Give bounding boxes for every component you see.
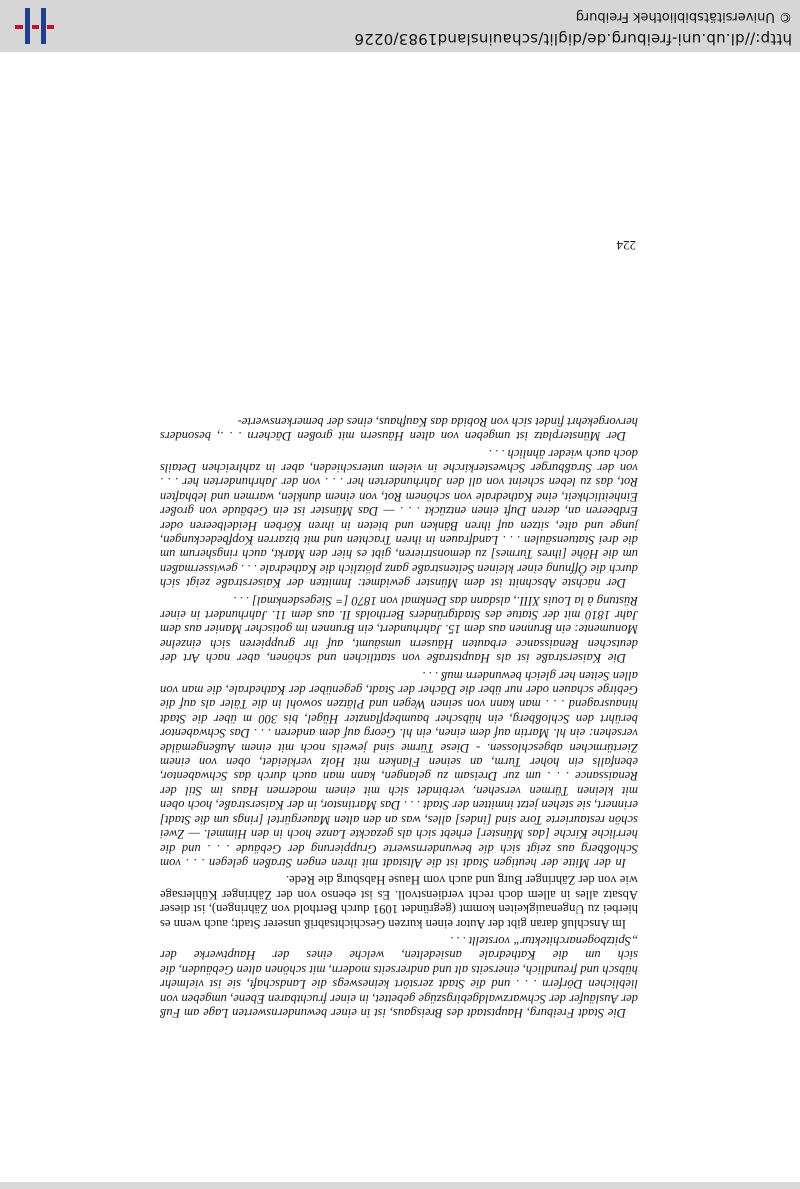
paragraph-6: Der Münsterplatz ist umgeben von alten Häusern mit großen Dächern . . ., besonders hervorgekehrt findet sich von Robida das Kaufhaus, eines der bemerkenswerte- <box>160 414 638 444</box>
paragraph-3: In der Mitte der heutigen Stadt ist die Altstadt mit ihren engen Straßen gelegen . . . vom Schloßberg aus zeigt sich die bewundernswerte Gruppierung der Gebäude . . . und die herrliche Kirche [das Münster] erhebt sich als gezackte Lanze hoch in den Himmel. — Zwei schön restaurierte Tore sind [indes] alles, was an den alten Mauergürtel [rings um die Stadt] erinnert, sie stehen jetzt inmitten der Stadt . . . Das Martinstor, in der Kaiserstraße, hoch oben mit kleinen Türmen versehen, verbindet sich mit einem modernen Haus im Stil der Renaissance . . . um zur Dreisam zu gelangen, kann man auch durch das Schwabentor, ebenfalls ein hoher Turm, an seinen Flanken mit Holz verkleidet, oben von einem Ziertürmchen abgeschlossen. - Diese Türme sind jeweils noch mit einem Außengemälde versehen: ein hl. Martin auf dem einen, ein hl. Georg auf dem anderen . . . Das Schwabentor berührt den Schloßberg, ein hübscher baumbepflanzter Hügel, bis 300 m über die Stadt hinausragend . . . man kann von seinen Wegen und Plätzen sowohl in die Täler als auf die Gebirge schauen oder nur über die Dächer der Stadt, gegenüber der Kathedrale, die man von allen Seiten her gleich bewundern muß . . . <box>160 668 638 870</box>
logo-red-bar-middle <box>32 25 39 29</box>
logo-blue-bar-right <box>25 8 30 44</box>
page-number: 224 <box>616 238 636 253</box>
scan-edge <box>0 1182 800 1189</box>
logo-red-bar-right <box>15 25 23 29</box>
paragraph-4: Die Kaiserstraße ist als Hauptstraße von stattlichen und schönen, aber nach Art der deutschen Renaissance erbauten Häusern umsäumt, auf ihr gruppieren sich einzelne Monumente: ein Brunnen aus dem 15. Jahrhundert, ein Brunnen im gotischer Manier aus dem Jahr 1810 mit der Statue des Stadtgründers Bertholds II. aus dem 11. Jahrhundert in einer Rüstung à la Louis XIII., alsdann das Denkmal von 1870 [= Siegesdenkmal] . . . <box>160 593 638 666</box>
logo-blue-bar-left <box>41 8 46 44</box>
paragraph-5: Der nächste Abschnitt ist dem Münster gewidmet: Inmitten der Kaiserstraße zeigt sich durch die Öffnung einer kleinen Seitenstraße ganz plötzlich die Kathedrale . . . gewissermaßen um die Höhe [ihres Turmes] zu demonstrieren, gibt es hier den Markt, auch ringsherum um die drei Statuensäulen . . . Landfrauen in ihren Trachten und mit bizarren Kopfbedeckungen, junge und alte, sitzen auf ihren Bänken und bieten in ihren Körben Heidelbeeren oder Erdbeeren an, deren Duft einen entzückt . . . — Das Münster ist ein Gebäude von großer Einheitlichkeit, eine Kathedrale von schönem Rot, von einem dunklen, warmen und lebhaften Rot, das zu leben scheint von all den Jahrhunderten her . . . von der Jahrhunderten her . . . von der Straßburger Schwesterkirche in vielem unterschieden, aber in zahlreichen Details doch auch wieder ähnlich . . . <box>160 446 638 591</box>
body-text <box>160 414 638 1020</box>
university-library-logo-icon <box>14 6 54 46</box>
library-footer <box>0 0 800 52</box>
logo-red-bar-left <box>47 25 54 29</box>
copyright-notice: © Universitätsbibliothek Freiburg <box>575 9 792 24</box>
permalink-url[interactable]: http://dl.ub.uni-freiburg.de/diglit/schauinsland1983/0226 <box>354 30 792 48</box>
paragraph-2: Im Anschluß daran gibt der Autor einen kurzen Geschichtsabriß unserer Stadt; auch wenn es hierbei zu Ungenauigkeiten kommt (gegründet 1091 durch Berthold von Zähringen), ist dieser Absatz alles in allem doch recht verdienstvoll. Es ist ebenso von der Zähringer Kühlersage wie von der Zähringer Burg und auch vom Hause Habsburg die Rede. <box>160 873 638 931</box>
paragraph-1: Die Stadt Freiburg, Hauptstadt des Breisgaus, ist in einer bewundernswerten Lage am Fuß der Ausläufer der Schwarzwaldgebirgszüge gebettet, in einer fruchtbaren Ebene, umgeben von lieblichen Dörfern . . . und die Stadt zerstört keineswegs die Landschaft, sie ist vielmehr hübsch und freundlich, einerseits alt und andrerseits modern, mit schönen alten Gebäuden, die sich um die Kathedrale ansiedelten, welche eines der Hauptwerke der „Spitzbogenarchitektur“ vorstellt . . . <box>160 933 638 1020</box>
